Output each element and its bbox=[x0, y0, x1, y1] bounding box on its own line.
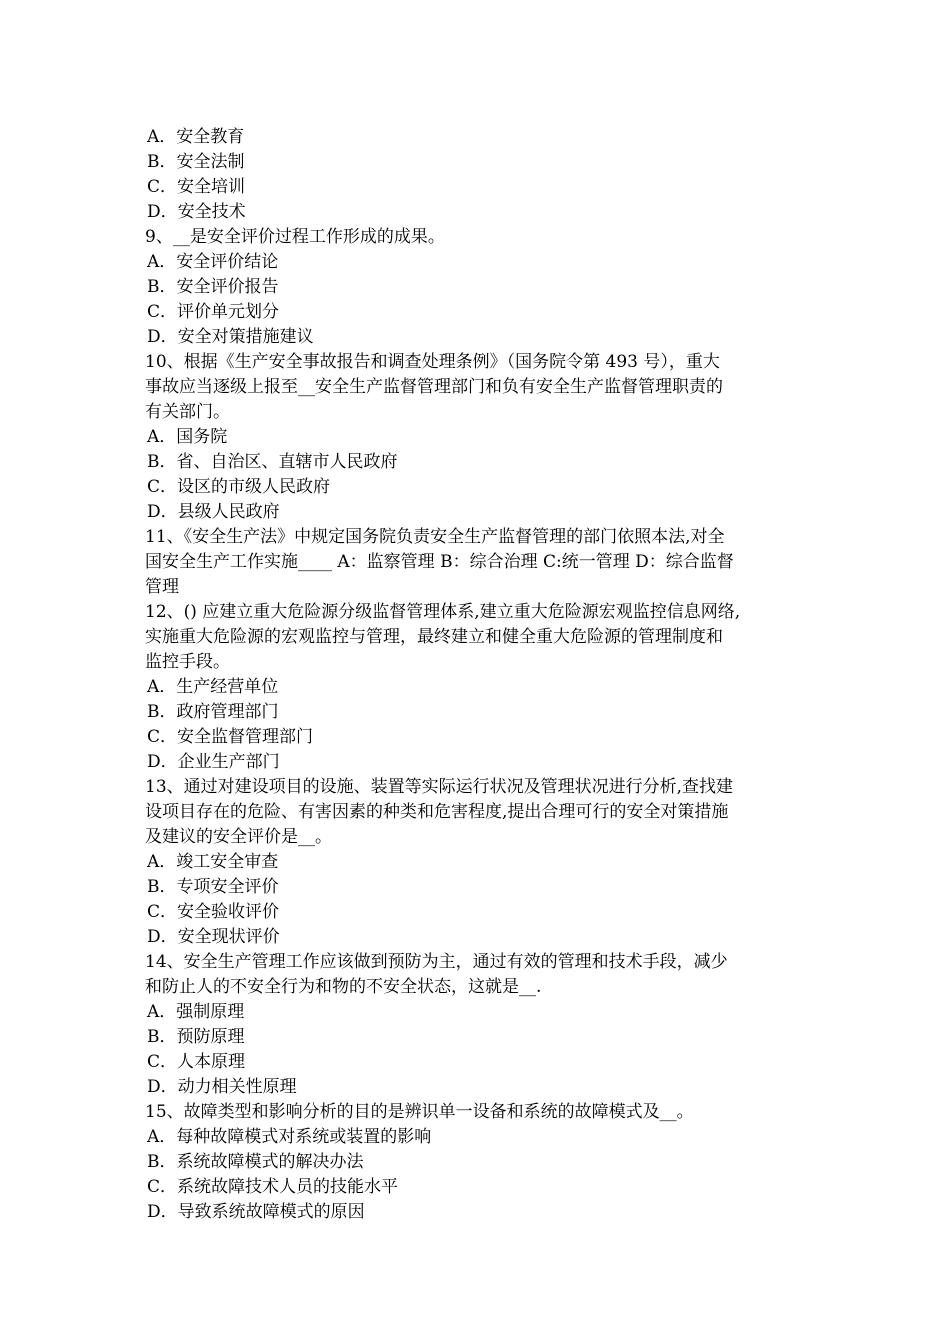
question-text: 11、《安全生产法》中规定国务院负责安全生产监督管理的部门依照本法,对全 bbox=[145, 527, 725, 547]
answer-option: D．企业生产部门 bbox=[147, 752, 280, 772]
answer-option: C．评价单元划分 bbox=[147, 302, 280, 322]
question-text: 事故应当逐级上报至__安全生产监督管理部门和负有安全生产监督管理职责的 bbox=[145, 377, 723, 397]
answer-option: C．安全培训 bbox=[147, 177, 246, 197]
answer-option: A．生产经营单位 bbox=[147, 677, 279, 697]
document-page bbox=[145, 125, 810, 1225]
question-text: 设项目存在的危险、有害因素的种类和危害程度,提出合理可行的安全对策措施 bbox=[145, 802, 729, 822]
answer-option: B．预防原理 bbox=[147, 1027, 245, 1047]
answer-option: A．竣工安全审查 bbox=[147, 852, 279, 872]
answer-option: B．安全评价报告 bbox=[147, 277, 279, 297]
question-text: 13、通过对建设项目的设施、装置等实际运行状况及管理状况进行分析,查找建 bbox=[145, 777, 734, 797]
answer-option: C．系统故障技术人员的技能水平 bbox=[147, 1177, 399, 1197]
answer-option: D．导致系统故障模式的原因 bbox=[147, 1202, 365, 1222]
question-text: 15、故障类型和影响分析的目的是辨识单一设备和系统的故障模式及__。 bbox=[145, 1102, 694, 1122]
answer-option: C．安全监督管理部门 bbox=[147, 727, 314, 747]
question-text: 和防止人的不安全行为和物的不安全状态，这就是__. bbox=[145, 977, 542, 997]
question-text: 有关部门。 bbox=[145, 402, 230, 422]
answer-option: D．安全对策措施建议 bbox=[147, 327, 314, 347]
question-text: 及建议的安全评价是__。 bbox=[145, 827, 332, 847]
answer-option: B．专项安全评价 bbox=[147, 877, 279, 897]
question-text: 监控手段。 bbox=[145, 652, 230, 672]
question-text: 10、根据《生产安全事故报告和调查处理条例》（国务院令第 493 号），重大 bbox=[145, 352, 720, 372]
question-text: 管理 bbox=[145, 577, 179, 597]
answer-option: B．政府管理部门 bbox=[147, 702, 279, 722]
answer-option: A．国务院 bbox=[147, 427, 228, 447]
answer-option: B．安全法制 bbox=[147, 152, 245, 172]
question-text: 国安全生产工作实施____ A：监察管理 B：综合治理 C:统一管理 D：综合监督 bbox=[145, 552, 734, 572]
answer-option: A．安全评价结论 bbox=[147, 252, 279, 272]
answer-option: A．每种故障模式对系统或装置的影响 bbox=[147, 1127, 432, 1147]
answer-option: D．动力相关性原理 bbox=[147, 1077, 297, 1097]
answer-option: D．安全技术 bbox=[147, 202, 246, 222]
answer-option: C．设区的市级人民政府 bbox=[147, 477, 331, 497]
question-text: 实施重大危险源的宏观监控与管理，最终建立和健全重大危险源的管理制度和 bbox=[145, 627, 723, 647]
question-text: 14、安全生产管理工作应该做到预防为主，通过有效的管理和技术手段，减少 bbox=[145, 952, 728, 972]
answer-option: B．系统故障模式的解决办法 bbox=[147, 1152, 364, 1172]
answer-option: D．安全现状评价 bbox=[147, 927, 280, 947]
answer-option: D．县级人民政府 bbox=[147, 502, 280, 522]
question-text: 12、() 应建立重大危险源分级监督管理体系,建立重大危险源宏观监控信息网络, bbox=[145, 602, 741, 622]
answer-option: A．强制原理 bbox=[147, 1002, 245, 1022]
answer-option: B．省、自治区、直辖市人民政府 bbox=[147, 452, 398, 472]
answer-option: C．安全验收评价 bbox=[147, 902, 280, 922]
answer-option: C．人本原理 bbox=[147, 1052, 246, 1072]
question-text: 9、__是安全评价过程工作形成的成果。 bbox=[145, 227, 445, 247]
answer-option: A．安全教育 bbox=[147, 127, 245, 147]
